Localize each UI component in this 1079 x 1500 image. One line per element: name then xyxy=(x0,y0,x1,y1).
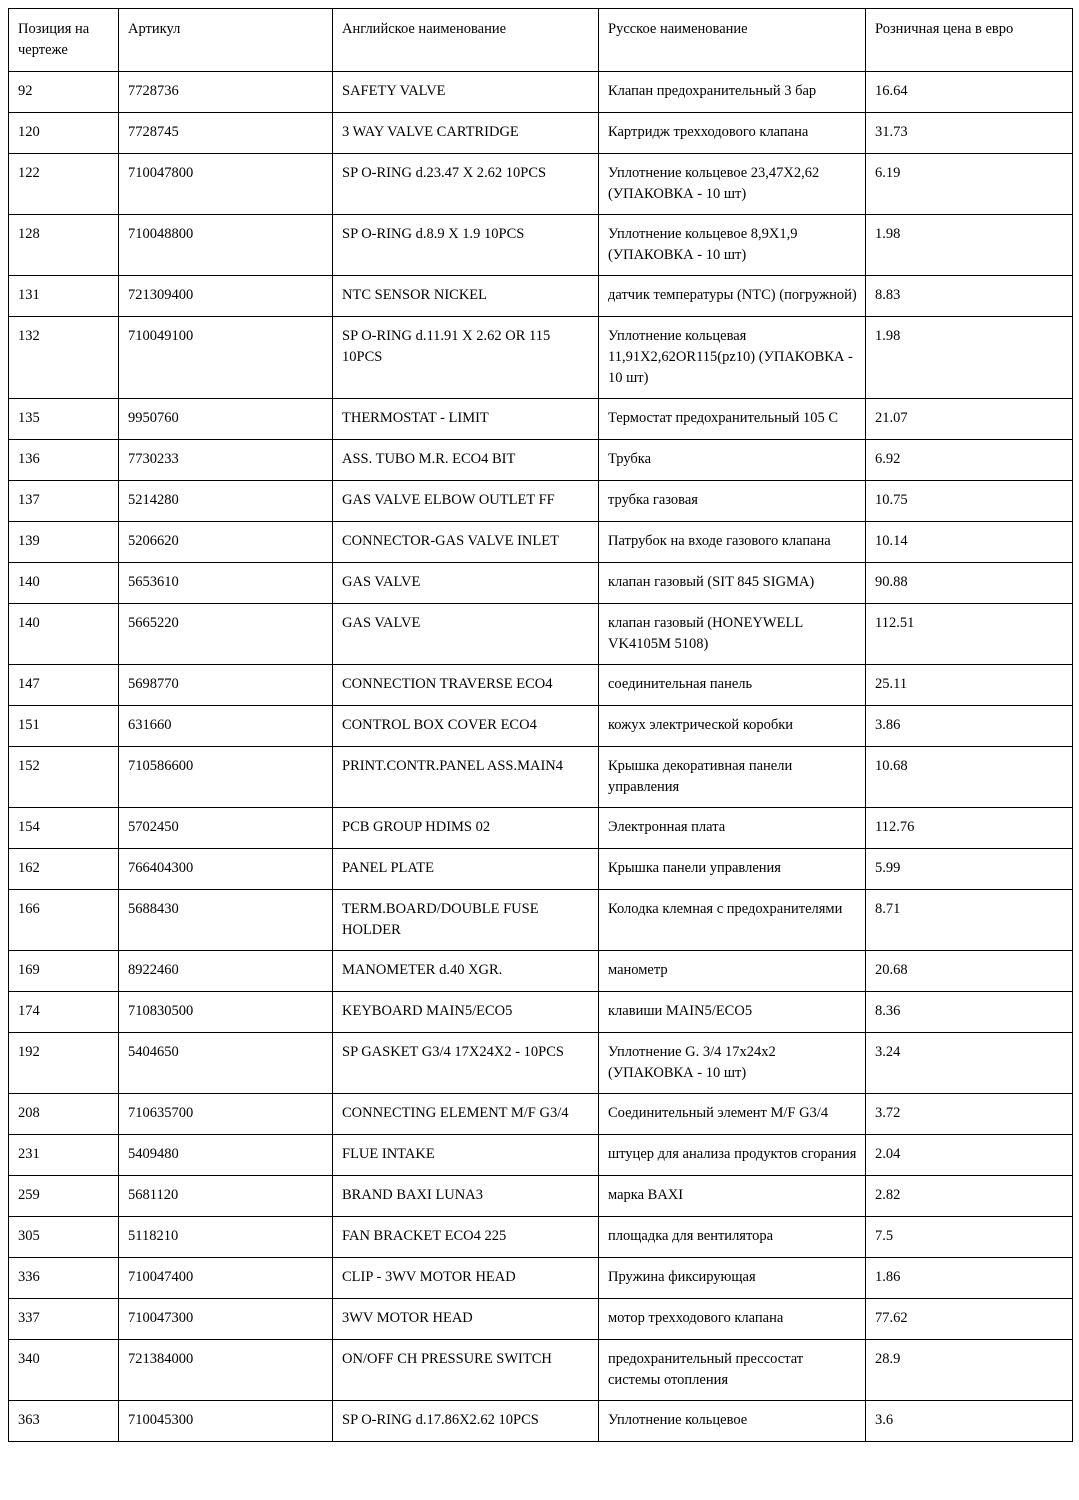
cell-name_ru: Уплотнение кольцевое 8,9X1,9 (УПАКОВКА - 10 шт) xyxy=(599,215,866,276)
cell-article: 5653610 xyxy=(119,563,333,604)
cell-name_en: KEYBOARD MAIN5/ECO5 xyxy=(333,992,599,1033)
spare-parts-table xyxy=(8,8,1073,1442)
cell-name_en: GAS VALVE ELBOW OUTLET FF xyxy=(333,481,599,522)
cell-name_en: PRINT.CONTR.PANEL ASS.MAIN4 xyxy=(333,747,599,808)
cell-position: 151 xyxy=(9,706,119,747)
cell-name_en: CLIP - 3WV MOTOR HEAD xyxy=(333,1258,599,1299)
cell-name_ru: Картридж трехходового клапана xyxy=(599,113,866,154)
cell-price_eur: 3.24 xyxy=(866,1033,1073,1094)
cell-position: 154 xyxy=(9,808,119,849)
cell-position: 169 xyxy=(9,951,119,992)
cell-name_ru: Уплотнение кольцевая 11,91X2,62OR115(pz10) (УПАКОВКА - 10 шт) xyxy=(599,317,866,399)
column-header-name-en: Английское наименование xyxy=(333,9,599,72)
cell-name_en: GAS VALVE xyxy=(333,604,599,665)
cell-position: 259 xyxy=(9,1176,119,1217)
cell-name_ru: Термостат предохранительный 105 С xyxy=(599,399,866,440)
cell-price_eur: 5.99 xyxy=(866,849,1073,890)
table-row xyxy=(9,706,1073,747)
cell-price_eur: 2.82 xyxy=(866,1176,1073,1217)
cell-name_en: CONNECTION TRAVERSE ECO4 xyxy=(333,665,599,706)
cell-price_eur: 10.75 xyxy=(866,481,1073,522)
cell-position: 132 xyxy=(9,317,119,399)
cell-article: 721384000 xyxy=(119,1340,333,1401)
cell-price_eur: 90.88 xyxy=(866,563,1073,604)
cell-article: 5206620 xyxy=(119,522,333,563)
cell-article: 5702450 xyxy=(119,808,333,849)
table-row xyxy=(9,1299,1073,1340)
table-row xyxy=(9,113,1073,154)
table-row xyxy=(9,747,1073,808)
cell-article: 631660 xyxy=(119,706,333,747)
cell-article: 5404650 xyxy=(119,1033,333,1094)
cell-article: 710047300 xyxy=(119,1299,333,1340)
column-header-article: Артикул xyxy=(119,9,333,72)
cell-name_en: CONNECTOR-GAS VALVE INLET xyxy=(333,522,599,563)
table-row xyxy=(9,604,1073,665)
cell-price_eur: 3.86 xyxy=(866,706,1073,747)
cell-price_eur: 112.51 xyxy=(866,604,1073,665)
table-row xyxy=(9,849,1073,890)
cell-price_eur: 6.19 xyxy=(866,154,1073,215)
cell-position: 147 xyxy=(9,665,119,706)
cell-position: 137 xyxy=(9,481,119,522)
table-row xyxy=(9,481,1073,522)
cell-name_ru: штуцер для анализа продуктов сгорания xyxy=(599,1135,866,1176)
cell-price_eur: 8.36 xyxy=(866,992,1073,1033)
cell-price_eur: 1.86 xyxy=(866,1258,1073,1299)
cell-name_en: CONNECTING ELEMENT M/F G3/4 xyxy=(333,1094,599,1135)
cell-position: 340 xyxy=(9,1340,119,1401)
cell-article: 710047800 xyxy=(119,154,333,215)
cell-position: 363 xyxy=(9,1401,119,1442)
table-row xyxy=(9,1401,1073,1442)
table-row xyxy=(9,1033,1073,1094)
cell-name_en: FLUE INTAKE xyxy=(333,1135,599,1176)
cell-position: 128 xyxy=(9,215,119,276)
table-row xyxy=(9,1176,1073,1217)
cell-position: 152 xyxy=(9,747,119,808)
cell-name_ru: марка BAXI xyxy=(599,1176,866,1217)
cell-price_eur: 2.04 xyxy=(866,1135,1073,1176)
cell-name_en: ASS. TUBO M.R. ECO4 BIT xyxy=(333,440,599,481)
table-row xyxy=(9,276,1073,317)
cell-name_en: ON/OFF CH PRESSURE SWITCH xyxy=(333,1340,599,1401)
cell-name_ru: кожух электрической коробки xyxy=(599,706,866,747)
cell-article: 5688430 xyxy=(119,890,333,951)
cell-price_eur: 25.11 xyxy=(866,665,1073,706)
cell-price_eur: 20.68 xyxy=(866,951,1073,992)
cell-name_ru: Колодка клемная с предохранителями xyxy=(599,890,866,951)
cell-position: 131 xyxy=(9,276,119,317)
cell-name_ru: клавиши MAIN5/ECO5 xyxy=(599,992,866,1033)
table-row xyxy=(9,399,1073,440)
cell-name_en: 3 WAY VALVE CARTRIDGE xyxy=(333,113,599,154)
cell-name_en: SP O-RING d.17.86X2.62 10PCS xyxy=(333,1401,599,1442)
cell-position: 92 xyxy=(9,72,119,113)
table-row xyxy=(9,522,1073,563)
cell-name_en: 3WV MOTOR HEAD xyxy=(333,1299,599,1340)
cell-article: 5698770 xyxy=(119,665,333,706)
cell-name_ru: Электронная плата xyxy=(599,808,866,849)
column-header-name-ru: Русское наименование xyxy=(599,9,866,72)
cell-name_ru: трубка газовая xyxy=(599,481,866,522)
cell-name_ru: клапан газовый (HONEYWELL VK4105M 5108) xyxy=(599,604,866,665)
table-row xyxy=(9,890,1073,951)
cell-name_en: SP O-RING d.23.47 X 2.62 10PCS xyxy=(333,154,599,215)
cell-article: 710047400 xyxy=(119,1258,333,1299)
cell-price_eur: 6.92 xyxy=(866,440,1073,481)
cell-name_ru: Патрубок на входе газового клапана xyxy=(599,522,866,563)
cell-position: 305 xyxy=(9,1217,119,1258)
table-row xyxy=(9,317,1073,399)
cell-price_eur: 77.62 xyxy=(866,1299,1073,1340)
table-row xyxy=(9,72,1073,113)
cell-price_eur: 28.9 xyxy=(866,1340,1073,1401)
cell-price_eur: 7.5 xyxy=(866,1217,1073,1258)
cell-article: 5118210 xyxy=(119,1217,333,1258)
cell-name_ru: Крышка панели управления xyxy=(599,849,866,890)
cell-price_eur: 3.6 xyxy=(866,1401,1073,1442)
cell-price_eur: 10.68 xyxy=(866,747,1073,808)
cell-name_ru: датчик температуры (NTC) (погружной) xyxy=(599,276,866,317)
cell-article: 7728745 xyxy=(119,113,333,154)
cell-name_ru: Клапан предохранительный 3 бар xyxy=(599,72,866,113)
table-header xyxy=(9,9,1073,72)
cell-position: 140 xyxy=(9,563,119,604)
cell-article: 710048800 xyxy=(119,215,333,276)
cell-price_eur: 8.71 xyxy=(866,890,1073,951)
cell-name_en: NTC SENSOR NICKEL xyxy=(333,276,599,317)
table-row xyxy=(9,1217,1073,1258)
cell-name_en: THERMOSTAT - LIMIT xyxy=(333,399,599,440)
cell-position: 162 xyxy=(9,849,119,890)
cell-position: 166 xyxy=(9,890,119,951)
table-row xyxy=(9,992,1073,1033)
cell-name_en: FAN BRACKET ECO4 225 xyxy=(333,1217,599,1258)
cell-article: 7730233 xyxy=(119,440,333,481)
cell-position: 337 xyxy=(9,1299,119,1340)
cell-name_ru: предохранительный прессостат системы отопления xyxy=(599,1340,866,1401)
cell-article: 721309400 xyxy=(119,276,333,317)
cell-position: 231 xyxy=(9,1135,119,1176)
cell-name_ru: Уплотнение G. 3/4 17x24x2 (УПАКОВКА - 10 шт) xyxy=(599,1033,866,1094)
cell-position: 192 xyxy=(9,1033,119,1094)
table-row xyxy=(9,1135,1073,1176)
cell-position: 122 xyxy=(9,154,119,215)
cell-name_en: SP O-RING d.8.9 X 1.9 10PCS xyxy=(333,215,599,276)
cell-price_eur: 10.14 xyxy=(866,522,1073,563)
cell-name_en: SP O-RING d.11.91 X 2.62 OR 115 10PCS xyxy=(333,317,599,399)
cell-name_en: TERM.BOARD/DOUBLE FUSE HOLDER xyxy=(333,890,599,951)
cell-article: 710045300 xyxy=(119,1401,333,1442)
cell-article: 8922460 xyxy=(119,951,333,992)
table-row xyxy=(9,154,1073,215)
cell-position: 120 xyxy=(9,113,119,154)
cell-price_eur: 8.83 xyxy=(866,276,1073,317)
cell-name_en: PCB GROUP HDIMS 02 xyxy=(333,808,599,849)
table-row xyxy=(9,215,1073,276)
column-header-position: Позиция на чертеже xyxy=(9,9,119,72)
cell-position: 336 xyxy=(9,1258,119,1299)
cell-name_ru: Соединительный элемент M/F G3/4 xyxy=(599,1094,866,1135)
cell-name_en: CONTROL BOX COVER ECO4 xyxy=(333,706,599,747)
cell-article: 5681120 xyxy=(119,1176,333,1217)
table-row xyxy=(9,665,1073,706)
cell-article: 710049100 xyxy=(119,317,333,399)
cell-name_en: BRAND BAXI LUNA3 xyxy=(333,1176,599,1217)
table-row xyxy=(9,563,1073,604)
cell-name_en: SP GASKET G3/4 17X24X2 - 10PCS xyxy=(333,1033,599,1094)
table-row xyxy=(9,1340,1073,1401)
cell-name_ru: клапан газовый (SIT 845 SIGMA) xyxy=(599,563,866,604)
cell-name_ru: Уплотнение кольцевое 23,47X2,62 (УПАКОВКА - 10 шт) xyxy=(599,154,866,215)
cell-name_en: PANEL PLATE xyxy=(333,849,599,890)
cell-price_eur: 16.64 xyxy=(866,72,1073,113)
cell-price_eur: 1.98 xyxy=(866,215,1073,276)
cell-price_eur: 1.98 xyxy=(866,317,1073,399)
cell-name_ru: соединительная панель xyxy=(599,665,866,706)
cell-article: 5214280 xyxy=(119,481,333,522)
cell-position: 139 xyxy=(9,522,119,563)
cell-price_eur: 21.07 xyxy=(866,399,1073,440)
cell-position: 136 xyxy=(9,440,119,481)
cell-article: 710586600 xyxy=(119,747,333,808)
cell-article: 5409480 xyxy=(119,1135,333,1176)
table-row xyxy=(9,808,1073,849)
cell-article: 766404300 xyxy=(119,849,333,890)
table-row xyxy=(9,440,1073,481)
cell-name_ru: мотор трехходового клапана xyxy=(599,1299,866,1340)
cell-name_ru: Пружина фиксирующая xyxy=(599,1258,866,1299)
column-header-price: Розничная цена в евро xyxy=(866,9,1073,72)
cell-name_ru: площадка для вентилятора xyxy=(599,1217,866,1258)
cell-name_en: GAS VALVE xyxy=(333,563,599,604)
cell-name_ru: Трубка xyxy=(599,440,866,481)
cell-name_en: MANOMETER d.40 XGR. xyxy=(333,951,599,992)
table-header-row xyxy=(9,9,1073,72)
cell-position: 208 xyxy=(9,1094,119,1135)
cell-price_eur: 3.72 xyxy=(866,1094,1073,1135)
table-row xyxy=(9,1094,1073,1135)
cell-position: 174 xyxy=(9,992,119,1033)
cell-position: 135 xyxy=(9,399,119,440)
cell-article: 710830500 xyxy=(119,992,333,1033)
cell-article: 5665220 xyxy=(119,604,333,665)
cell-price_eur: 31.73 xyxy=(866,113,1073,154)
cell-position: 140 xyxy=(9,604,119,665)
cell-name_ru: манометр xyxy=(599,951,866,992)
table-row xyxy=(9,951,1073,992)
table-body xyxy=(9,72,1073,1442)
cell-article: 7728736 xyxy=(119,72,333,113)
cell-name_ru: Крышка декоративная панели управления xyxy=(599,747,866,808)
cell-name_en: SAFETY VALVE xyxy=(333,72,599,113)
cell-article: 710635700 xyxy=(119,1094,333,1135)
cell-price_eur: 112.76 xyxy=(866,808,1073,849)
table-row xyxy=(9,1258,1073,1299)
cell-name_ru: Уплотнение кольцевое xyxy=(599,1401,866,1442)
cell-article: 9950760 xyxy=(119,399,333,440)
